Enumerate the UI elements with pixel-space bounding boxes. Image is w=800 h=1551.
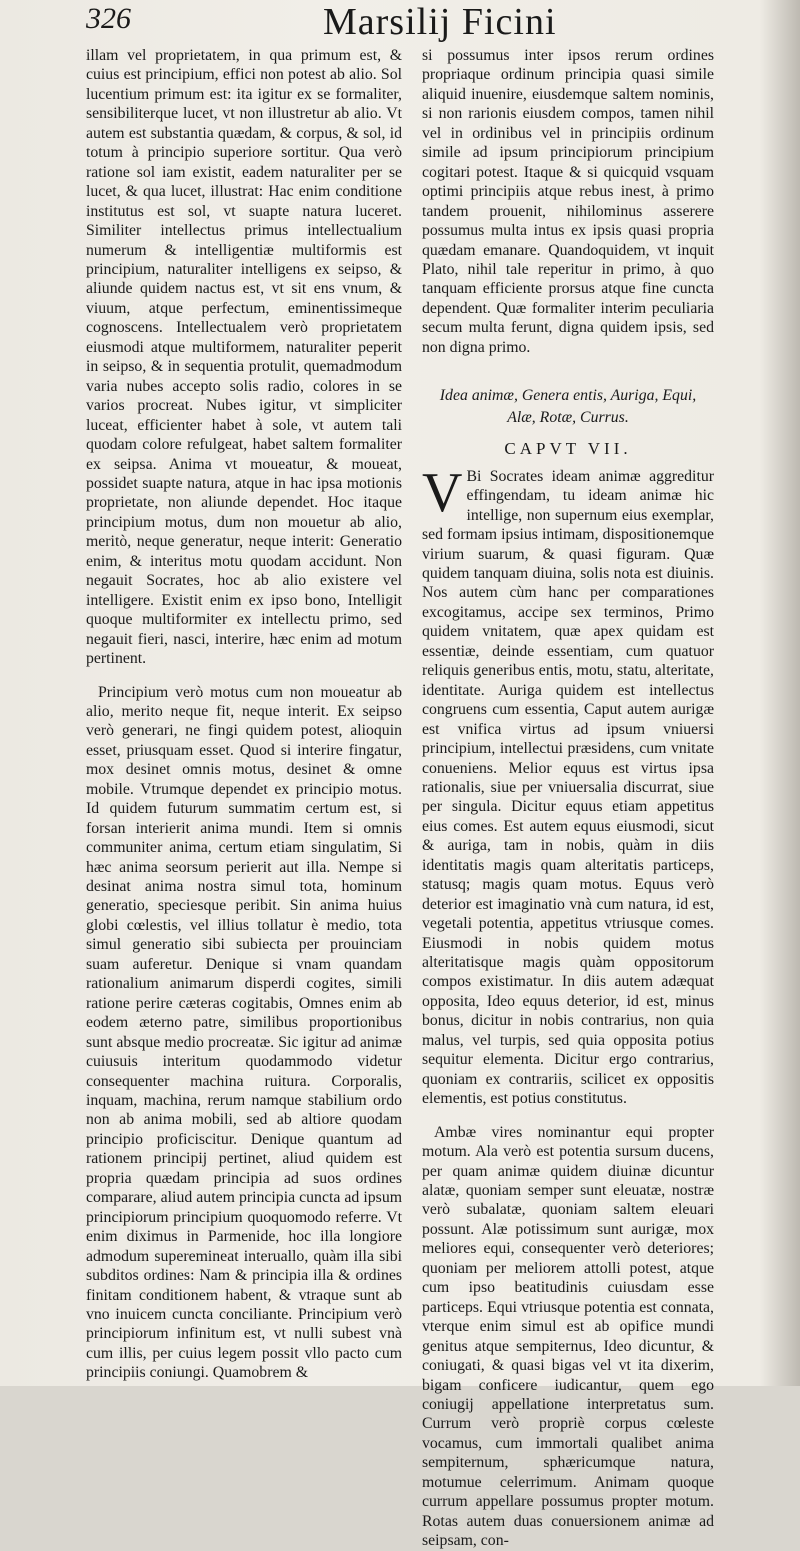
left-paragraph-1: illam vel proprietatem, in qua primum est, & cuius est principium, effici non potest ab alio. Sol lucentium primum est: ita igitur ex se formaliter, sensibiliterque lucet, vt non illustretur ab alio. Vt autem est substantia quædam, & corpus, & sol, id totum à principio superiore sortitur. Qua verò ratione sol iam existit, eadem naturaliter per se lucet, & qua lucet, illustrat: Hac enim conditione institutus est sol, vt suapte natura luceret. Similiter intellectus primus intellectualium numerum & intelligentiæ multiformis est principium, naturaliter intelligens ex seipso, & aliunde quidem nactus est, vt sit ens vnum, & viuum, atque perfectum, eminentissimeque cognoscens. Intellectualem verò proprietatem eiusmodi atque multiformem, naturaliter peperit in seipso, & in sequentia protulit, quemadmodum varia nubes accepto solis radio, colores in se varios procreat. Nubes igitur, vt simpliciter luceat, efficienter habet à sole, vt autem tali quodam colore refulgeat, habet saltem formaliter ex seipsa. Anima vt moueatur, & moueat, possidet suapte natura, atque in hac ipsa motionis proprietate, non aliunde dependet. Hoc itaque principium motus, dum non mouetur ab alio, meritò, neque generatur, neque interit: Generatio enim, & interitus motu quodam accidunt. Non negauit Socrates, hoc ab alio existere vel intelligere. Existit enim ex ipso bono, Intelligit quoque multiformiter ex intellectu primo, sed negauit fieri, nasci, interire, hæc enim ad motum pertinent. — [86, 47, 402, 668]
page-number: 326 — [86, 2, 131, 35]
left-paragraph-2: Principium verò motus cum non moueatur ab alio, merito neque fit, neque interit. Ex seipso verò generari, ne fingi quidem potest, alioquin esset, priusquam esset. Quod si interire fingatur, mox desinet omnis motus, desinet & omne mobile. Vtrumque dependet ex principio motus. Id quidem futurum summatim certum est, si forsan interierit anima mundi. Item si omnis communiter anima, certum etiam singulatim, Si hæc anima seorsum perierit aut illa. Nempe si desinat anima nostra simul tota, hominum generatio, speciesque peribit. Sin anima huius globi cœlestis, vel illius tollatur è medio, tota simul generatio sibi subiecta per prouinciam suam auferetur. Denique si vnam quandam rationalium animarum disperdi cogites, simili ratione perire cæteras cogitabis, Omnes enim ab eodem æterno patre, similibus proportionibus sunt absque medio procreatæ. Sic igitur ad animæ cuiusuis interitum quodammodo videtur consequenter machina ruitura. Corporalis, inquam, machina, rerum namque stabilium ordo non ab anima mobili, sed ab altiore quodam principio proficiscitur. Denique quantum ad rationem principij pertinet, aliud quidem est propria quædam principia ad suos ordines comparare, aliud autem principia cuncta ad ipsum principiorum principium quoquomodo referre. Vt enim diximus in Parmenide, hoc illa longiore admodum superemineat interuallo, quàm illa sibi subditos ordines: Nam & principia illa & ordines finitam conditionem habent, & vtraque sunt ab vno inuicem cuncta conciliante. Principium verò principiorum infinitum est, vt nulli subest vnà cum illis, per cuius legem possit vllo pacto cum principiis coniungi. Quamobrem & — [86, 683, 402, 1382]
chapter-opening — [422, 461, 714, 1109]
right-column — [422, 46, 714, 1551]
running-title: Marsilij Ficini — [323, 1, 557, 43]
right-paragraph-1: si possumus inter ipsos rerum ordines propriaque ordinum principia quasi simile aliquid inuenire, eiusdemque saltem nominis, si non rarionis eiusdem compos, tamen nihil vel in ordinibus vel in principiis ordinum simile ad ipsum principiorum principium cogitari potest. Itaque & si quicquid vsquam optimi principiis atque rebus inest, à primo tandem prouenit, nihilominus asserere possumus multa intus ex ipsis quasi propria quædam emanare. Quandoquidem, vt inquit Plato, nihil tale reperitur in primo, à quo tanquam efficiente prorsus atque fine cuncta dependent. Quæ formaliter interim peculiaria secum multa ferunt, digna quidem ipsis, sed non digna primo. — [422, 47, 714, 356]
right-paragraph-2: Bi Socrates ideam animæ aggreditur effingendam, tu ideam animæ hic intellige, non supernum eius exemplar, sed formam ipsius intimam, dispositionemque virium suarum, & quasi figuram. Quæ quidem tanquam diuina, solis nota est diuinis. Nos autem cùm hanc per comparationes excogitamus, accipe sex terminos, Primo quidem vnitatem, quæ apex quidam est essentiæ, deinde essentiam, cum quatuor reliquis generibus entis, motu, statu, alteritate, identitate. Auriga quidem est intellectus congruens cum essentia, Caput autem aurigæ est vnifica virtus ad ipsum vniuersi principium, intellectui præsidens, cum vnitate conueniens. Melior equus est virtus ipsa rationalis, siue per vniuersalia discurrat, siue per singula. Dicitur equus etiam appetitus eius comes. Est autem equus eiusmodi, sicut & auriga, tam in nobis, quàm in diis identitatis magis quam alteritatis particeps, statusq; magis quam motus. Equus verò deterior est imaginatio vnà cum natura, id est, vegetali potentia, appetitus vtriusque comes. Eiusmodi in nobis quidem motus alteritatisque magis quàm oppositorum compos existimatur. In diis autem adæquat opposita, Ideo equus deterior, id est, minus bonus, dicitur in nobis contrarius, non quia malus, vel turpis, sed quia opposita potius sequitur elementa. Dicitur ergo contrarius, quoniam ex contrariis, scilicet ex oppositis elementis, est potius constitutus. — [422, 467, 714, 1108]
right-paragraph-3: Ambæ vires nominantur equi propter motum. Ala verò est potentia sursum ducens, per quam animæ quidem diuinæ dicuntur alatæ, quoniam semper sunt eleuatæ, nostræ verò subalatæ, quoniam saltem eleuari possunt. Alæ potissimum sunt aurigæ, mox meliores equi, consequenter verò deteriores; quoniam per meliorem attolli potest, atque cum ipso beatitudinis cuiusdam esse particeps. Equi vtriusque potentia est connata, vterque enim simul est ab opifice mundi genitus atque sempiternus, Ideo dicuntur, & coniugati, & quasi bigas vel vt ita dixerim, bigam conficere iudicantur, quem ego coniugij appellatione interpretatus sum. Currum verò propriè corpus cœleste vocamus, cum immortali qualibet anima sempiternum, sphæricumque natura, motumue celerrimum. Animam quoque currum appellare possumus propter motum. Rotas autem duas conuersionem animæ ad seipsam, con- — [422, 1123, 714, 1550]
left-column — [86, 46, 402, 1383]
drop-cap: V — [422, 461, 463, 524]
marginal-note: Idea animæ, Genera entis, Auriga, Equi, Alæ, Rotæ, Currus. — [439, 387, 697, 427]
chapter-heading: CAPVT VII. — [504, 439, 632, 459]
